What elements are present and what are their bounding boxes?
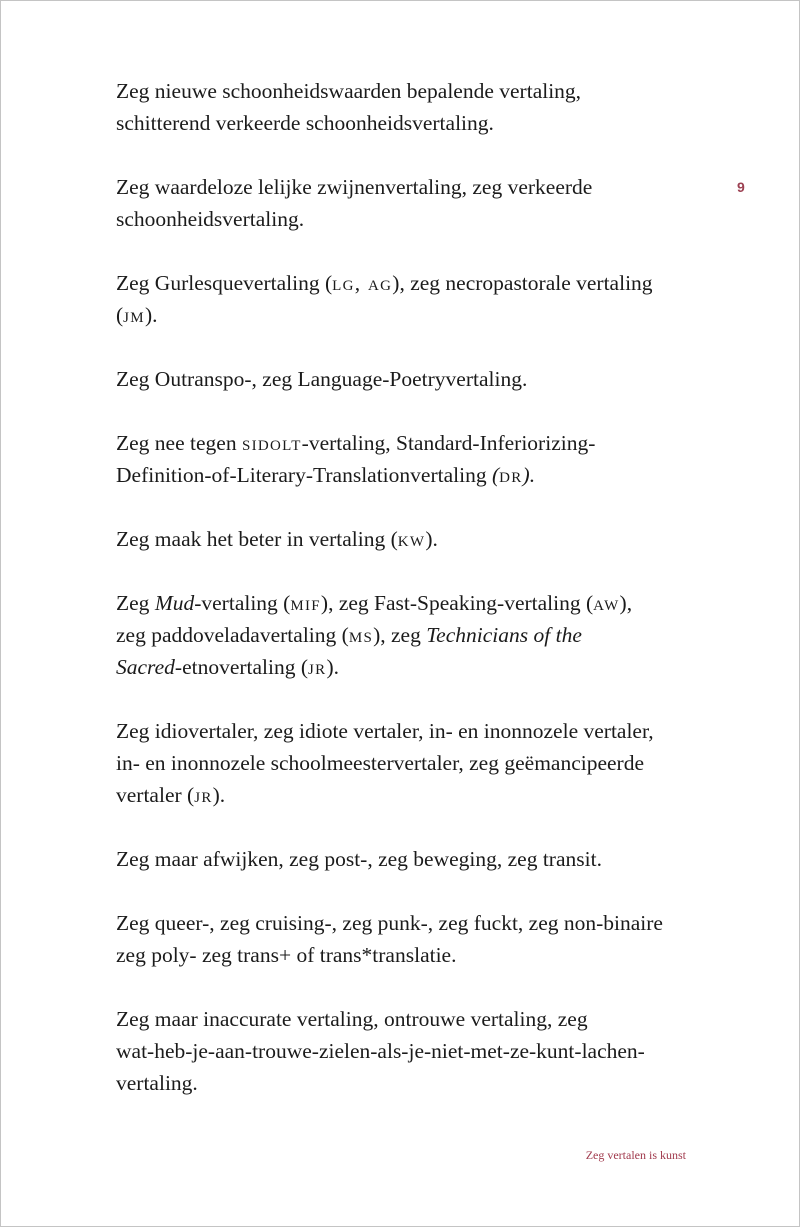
initials: lg, ag — [332, 271, 393, 295]
stanza-text: schitterend verkeerde schoonheidsvertaling. — [116, 111, 494, 135]
stanza-text: Zeg queer-, zeg cruising-, zeg punk-, zeg fuckt, zeg non-binaire — [116, 911, 663, 935]
stanza — [116, 715, 696, 811]
stanza-text: Definition-of-Literary-Translationvertaling — [116, 463, 492, 487]
stanza-text: Zeg waardeloze lelijke zwijnenvertaling, zeg verkeerde — [116, 175, 593, 199]
stanza-text: zeg poly- zeg trans+ of trans*translatie. — [116, 943, 457, 967]
poem-body — [116, 75, 696, 1131]
stanza-text: ). — [144, 303, 158, 327]
initials: jr — [194, 783, 213, 807]
stanza-text: ), — [619, 591, 633, 615]
stanza-text: zeg paddoveladavertaling ( — [116, 623, 349, 647]
initials: jm — [123, 303, 145, 327]
running-footer: Zeg vertalen is kunst — [585, 1148, 686, 1162]
acronym: sidolt — [241, 431, 302, 455]
stanza — [116, 1003, 696, 1099]
initials: aw — [593, 591, 620, 615]
stanza — [116, 907, 696, 971]
stanza-text: Zeg idiovertaler, zeg idiote vertaler, in- en inonnozele vertaler, — [116, 719, 654, 743]
stanza-text: schoonheidsvertaling. — [116, 207, 305, 231]
stanza-text: ), zeg — [373, 623, 427, 647]
italic-title: Technicians of the — [426, 623, 582, 647]
stanza-text: ). — [522, 463, 536, 487]
stanza — [116, 843, 696, 875]
stanza-text: -vertaling, Standard-Inferiorizing- — [301, 431, 596, 455]
stanza-text: Zeg Outranspo-, zeg Language-Poetryvertaling. — [116, 367, 528, 391]
italic-title: Sacred — [116, 655, 175, 679]
stanza — [116, 75, 696, 139]
stanza-text: Zeg maar afwijken, zeg post-, zeg beweging, zeg transit. — [116, 847, 602, 871]
stanza — [116, 267, 696, 331]
stanza-text: ( — [116, 303, 124, 327]
stanza-text: vertaling. — [116, 1071, 198, 1095]
initials: mif — [290, 591, 321, 615]
stanza — [116, 363, 696, 395]
stanza-text: ). — [425, 527, 438, 551]
stanza-text: ). — [212, 783, 226, 807]
stanza-text: ). — [326, 655, 340, 679]
initials: dr — [499, 463, 523, 487]
stanza-text: -vertaling ( — [194, 591, 291, 615]
initials: jr — [308, 655, 327, 679]
stanza-text: in- en inonnozele schoolmeestervertaler, zeg geëmancipeerde — [116, 751, 645, 775]
stanza-text: ), zeg necropastorale vertaling — [392, 271, 653, 295]
stanza-text: ( — [491, 463, 500, 487]
stanza-text: Zeg Gurlesquevertaling ( — [116, 271, 333, 295]
stanza — [116, 427, 696, 491]
stanza — [116, 171, 696, 235]
page-number: 9 — [737, 179, 745, 195]
stanza-text: vertaler ( — [116, 783, 195, 807]
stanza — [116, 523, 696, 555]
stanza-text: Zeg — [116, 591, 155, 615]
initials: ms — [348, 623, 374, 647]
stanza-text: -etnovertaling ( — [174, 655, 309, 679]
stanza-text: Zeg nieuwe schoonheidswaarden bepalende vertaling, — [116, 79, 582, 103]
italic-title: Mud — [154, 591, 195, 615]
stanza-text: Zeg nee tegen — [116, 431, 242, 455]
stanza-text: Zeg maar inaccurate vertaling, ontrouwe vertaling, zeg — [116, 1007, 588, 1031]
stanza-text: Zeg maak het beter in vertaling ( — [116, 527, 398, 551]
stanza-text: wat-heb-je-aan-trouwe-zielen-als-je-niet-met-ze-kunt-lachen- — [116, 1039, 645, 1063]
initials: kw — [397, 527, 426, 551]
stanza — [116, 587, 696, 683]
stanza-text: ), zeg Fast-Speaking-vertaling ( — [320, 591, 594, 615]
